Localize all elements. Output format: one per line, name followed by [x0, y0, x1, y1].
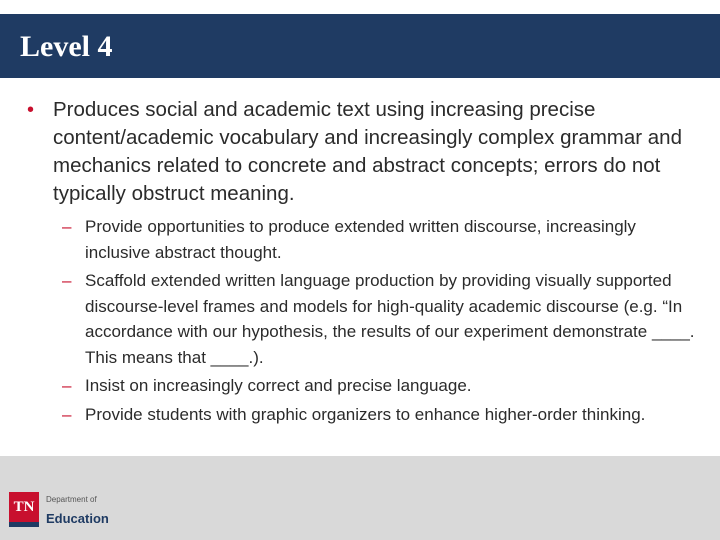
dash-marker: –: [62, 217, 72, 236]
sub-bullet-item: [62, 268, 705, 370]
sub-bullet-item: [62, 214, 705, 265]
tn-badge-icon: TN: [9, 492, 39, 522]
dash-marker: –: [62, 376, 72, 395]
sub-bullet-text: Scaffold extended written language production by providing visually supported discourse-level frames and models for high-quality academic discourse (e.g. “In accordance with our hypothesis, the results of our experiment demonstrate ____. This means that ____.).: [85, 271, 695, 367]
tn-education-logo: [9, 492, 109, 536]
bullet-item: [27, 96, 703, 208]
sub-bullet-text: Insist on increasingly correct and precise language.: [85, 376, 472, 395]
bullet-marker: •: [27, 99, 35, 121]
slide-title: Level 4: [20, 30, 113, 63]
bullet-text: Produces social and academic text using increasing precise content/academic vocabulary and increasingly complex grammar and mechanics related to concrete and abstract concepts; errors do not typically obstruct meaning.: [53, 98, 682, 205]
dash-marker: –: [62, 404, 72, 424]
logo-education-text: Education: [46, 511, 109, 526]
logo-underline: [9, 522, 39, 527]
logo-department-text: Department of: [46, 495, 97, 504]
sub-bullet-list: [0, 214, 720, 427]
sub-bullet-item: [62, 373, 705, 399]
dash-marker: –: [62, 271, 72, 290]
slide-content: [0, 96, 720, 430]
sub-bullet-text: Provide opportunities to produce extended written discourse, increasingly inclusive abstract thought.: [85, 217, 636, 262]
sub-bullet-text: Provide students with graphic organizers to enhance higher-order thinking.: [85, 404, 646, 424]
sub-bullet-item: [62, 402, 705, 428]
